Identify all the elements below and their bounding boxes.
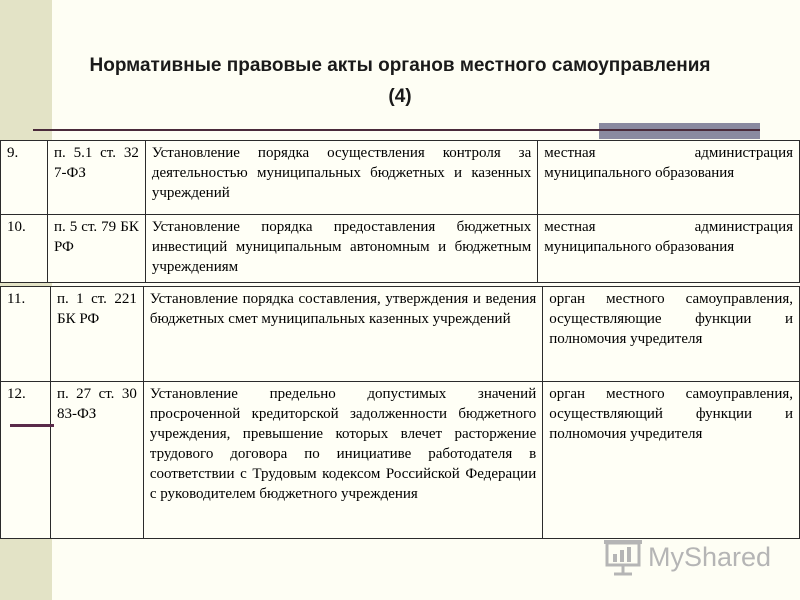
table-row xyxy=(1,215,800,283)
act-description: Установление порядка осуществления контроля за деятельностью муниципальных бюджетных и казенных учреждений xyxy=(145,141,537,215)
acts-table-upper xyxy=(0,140,800,283)
legal-reference: п. 1 ст. 221 БК РФ xyxy=(50,287,143,382)
title-line-1: Нормативные правовые акты органов местного самоуправления xyxy=(89,55,711,76)
responsible-body: местная администрация муниципального образования xyxy=(538,215,800,283)
legal-reference: п. 27 ст. 30 83-ФЗ xyxy=(50,382,143,539)
responsible-body: местная администрация муниципального образования xyxy=(538,141,800,215)
title-underline-rule xyxy=(33,129,760,131)
decorative-marker-line xyxy=(10,424,54,427)
logo-text: MyShared xyxy=(648,542,772,572)
slide-title xyxy=(60,50,740,112)
table-row xyxy=(1,382,800,539)
act-description: Установление порядка предоставления бюджетных инвестиций муниципальным автономным и бюджетным учреждениям xyxy=(145,215,537,283)
responsible-body: орган местного самоуправления, осуществляющий функции и полномочия учредителя xyxy=(543,382,800,539)
title-line-2: (4) xyxy=(388,86,412,107)
responsible-body: орган местного самоуправления, осуществляющие функции и полномочия учредителя xyxy=(543,287,800,382)
act-description: Установление порядка составления, утверждения и ведения бюджетных смет муниципальных казенных учреждений xyxy=(143,287,542,382)
legal-reference: п. 5 ст. 79 БК РФ xyxy=(47,215,145,283)
row-number: 9. xyxy=(1,141,48,215)
row-number: 11. xyxy=(1,287,51,382)
myshared-logo xyxy=(604,537,774,577)
table-row xyxy=(1,287,800,382)
legal-reference: п. 5.1 ст. 32 7-ФЗ xyxy=(47,141,145,215)
row-number: 12. xyxy=(1,382,51,539)
row-number: 10. xyxy=(1,215,48,283)
acts-table-lower xyxy=(0,286,800,539)
table-row xyxy=(1,141,800,215)
act-description: Установление предельно допустимых значений просроченной кредиторской задолженности бюджетного учреждения, превышение которых влечет расторжение трудового договора по инициативе работодателя в соответствии с Трудовым кодексом Российской Федерации с руководителем бюджетного учреждения xyxy=(143,382,542,539)
presentation-board-icon xyxy=(604,540,642,576)
decorative-rule-block xyxy=(599,123,760,139)
